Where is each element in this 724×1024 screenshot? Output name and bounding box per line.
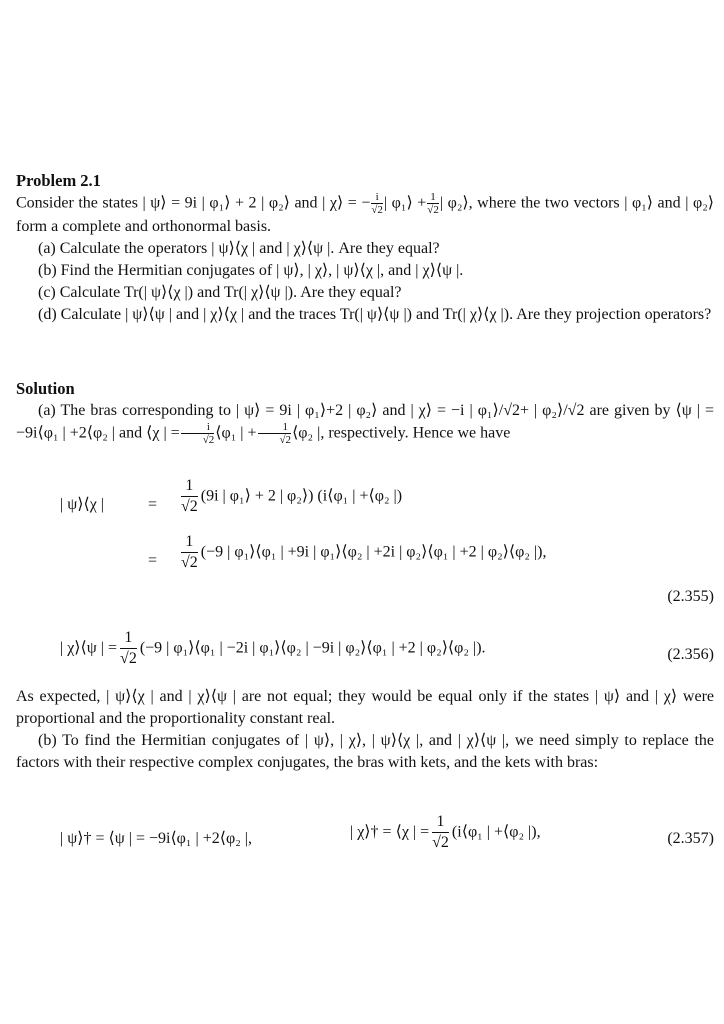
- solution-a-text: (a) The bras corresponding to | ψ⟩ = 9i | φ₁⟩+2 | φ₂⟩ and | χ⟩ = −i | φ₁⟩/√2+ | φ₂⟩/√2 are given by ⟨ψ | = −9i⟨φ₁ | +2⟨φ₂ | and ⟨χ | = $\frac{i}{√2}$ ⟨φ₁ | + $\frac{1}{√2}$ ⟨φ₂ |, respectively. Hence we have: [16, 402, 714, 446]
- solution-remarks: [16, 686, 714, 774]
- problem-statement: [16, 192, 714, 326]
- equation-number: (2.357): [667, 830, 714, 847]
- fraction-1-over-sqrt2: $\frac{1}{√2}$: [432, 813, 449, 851]
- eq-lhs: | ψ⟩⟨χ |: [60, 496, 105, 513]
- eq-sign: =: [148, 496, 158, 513]
- expected-text: As expected, | ψ⟩⟨χ | and | χ⟩⟨ψ | are not equal; they would be equal only if the states | ψ⟩ and | χ⟩ were proportional and the proportionality constant real.: [16, 688, 715, 727]
- fraction-1-over-sqrt2: $\frac{1}{√2}$: [258, 422, 292, 446]
- part-a: (a) Calculate the operators | ψ⟩⟨χ | and | χ⟩⟨ψ |. Are they equal?: [38, 240, 440, 257]
- part-d: (d) Calculate | ψ⟩⟨ψ | and | χ⟩⟨χ | and the traces Tr(| ψ⟩⟨ψ |) and Tr(| χ⟩⟨χ |). Are they projection operators?: [38, 306, 712, 323]
- eq-sign: =: [148, 552, 158, 569]
- fraction-1-over-sqrt2: $\frac{1}{√2}$: [181, 477, 198, 515]
- eq-left: | ψ⟩† = ⟨ψ | = −9i⟨φ₁ | +2⟨φ₂ |,: [60, 830, 252, 847]
- fraction-1-over-sqrt2: $\frac{1}{√2}$: [120, 629, 137, 667]
- part-b: (b) Find the Hermitian conjugates of | ψ⟩, | χ⟩, | ψ⟩⟨χ |, and | χ⟩⟨ψ |.: [38, 262, 464, 279]
- fraction-i-over-sqrt2: $\frac{i}{√2}$: [371, 191, 383, 216]
- part-c: (c) Calculate Tr(| ψ⟩⟨χ |) and Tr(| χ⟩⟨ψ |). Are they equal?: [38, 284, 402, 301]
- problem-title: Problem 2.1: [16, 171, 101, 190]
- eq-line-2: $\frac{1}{√2}$ (−9 | φ₁⟩⟨φ₁ | +9i | φ₁⟩⟨φ₂ | +2i | φ₂⟩⟨φ₁ | +2 | φ₂⟩⟨φ₂ |),: [181, 533, 547, 571]
- fraction-1-over-sqrt2: $\frac{1}{√2}$: [181, 533, 198, 571]
- solution-b-text: (b) To find the Hermitian conjugates of | ψ⟩, | χ⟩, | ψ⟩⟨χ |, and | χ⟩⟨ψ |, we need simply to replace the factors with their respective complex conjugates, the bras with kets, and the kets with bras:: [16, 732, 714, 771]
- fraction-1-over-sqrt2: $\frac{1}{√2}$: [427, 191, 439, 216]
- equation-number: (2.355): [667, 588, 714, 605]
- solution-title: Solution: [16, 379, 75, 398]
- eq-right: | χ⟩† = ⟨χ | = $\frac{1}{√2}$ (i⟨φ₁ | +⟨φ₂ |),: [350, 813, 541, 851]
- equation-number: (2.356): [667, 646, 714, 663]
- fraction-i-over-sqrt2: $\frac{i}{√2}$: [181, 422, 215, 446]
- problem-intro: Consider the states | ψ⟩ = 9i | φ₁⟩ + 2 | φ₂⟩ and | χ⟩ = − $\frac{i}{√2}$ | φ₁⟩ + $\frac{1}{√2}$ | φ₂⟩, where the two vectors | φ₁⟩ and | φ₂⟩ form a complete and orthonormal basis.: [16, 191, 715, 235]
- eq-line-1: $\frac{1}{√2}$ (9i | φ₁⟩ + 2 | φ₂⟩) (i⟨φ₁ | +⟨φ₂ |): [181, 477, 403, 515]
- eq-row: | χ⟩⟨ψ | = $\frac{1}{√2}$ (−9 | φ₁⟩⟨φ₁ | −2i | φ₁⟩⟨φ₂ | −9i | φ₂⟩⟨φ₁ | +2 | φ₂⟩⟨φ₂ |).: [60, 629, 486, 667]
